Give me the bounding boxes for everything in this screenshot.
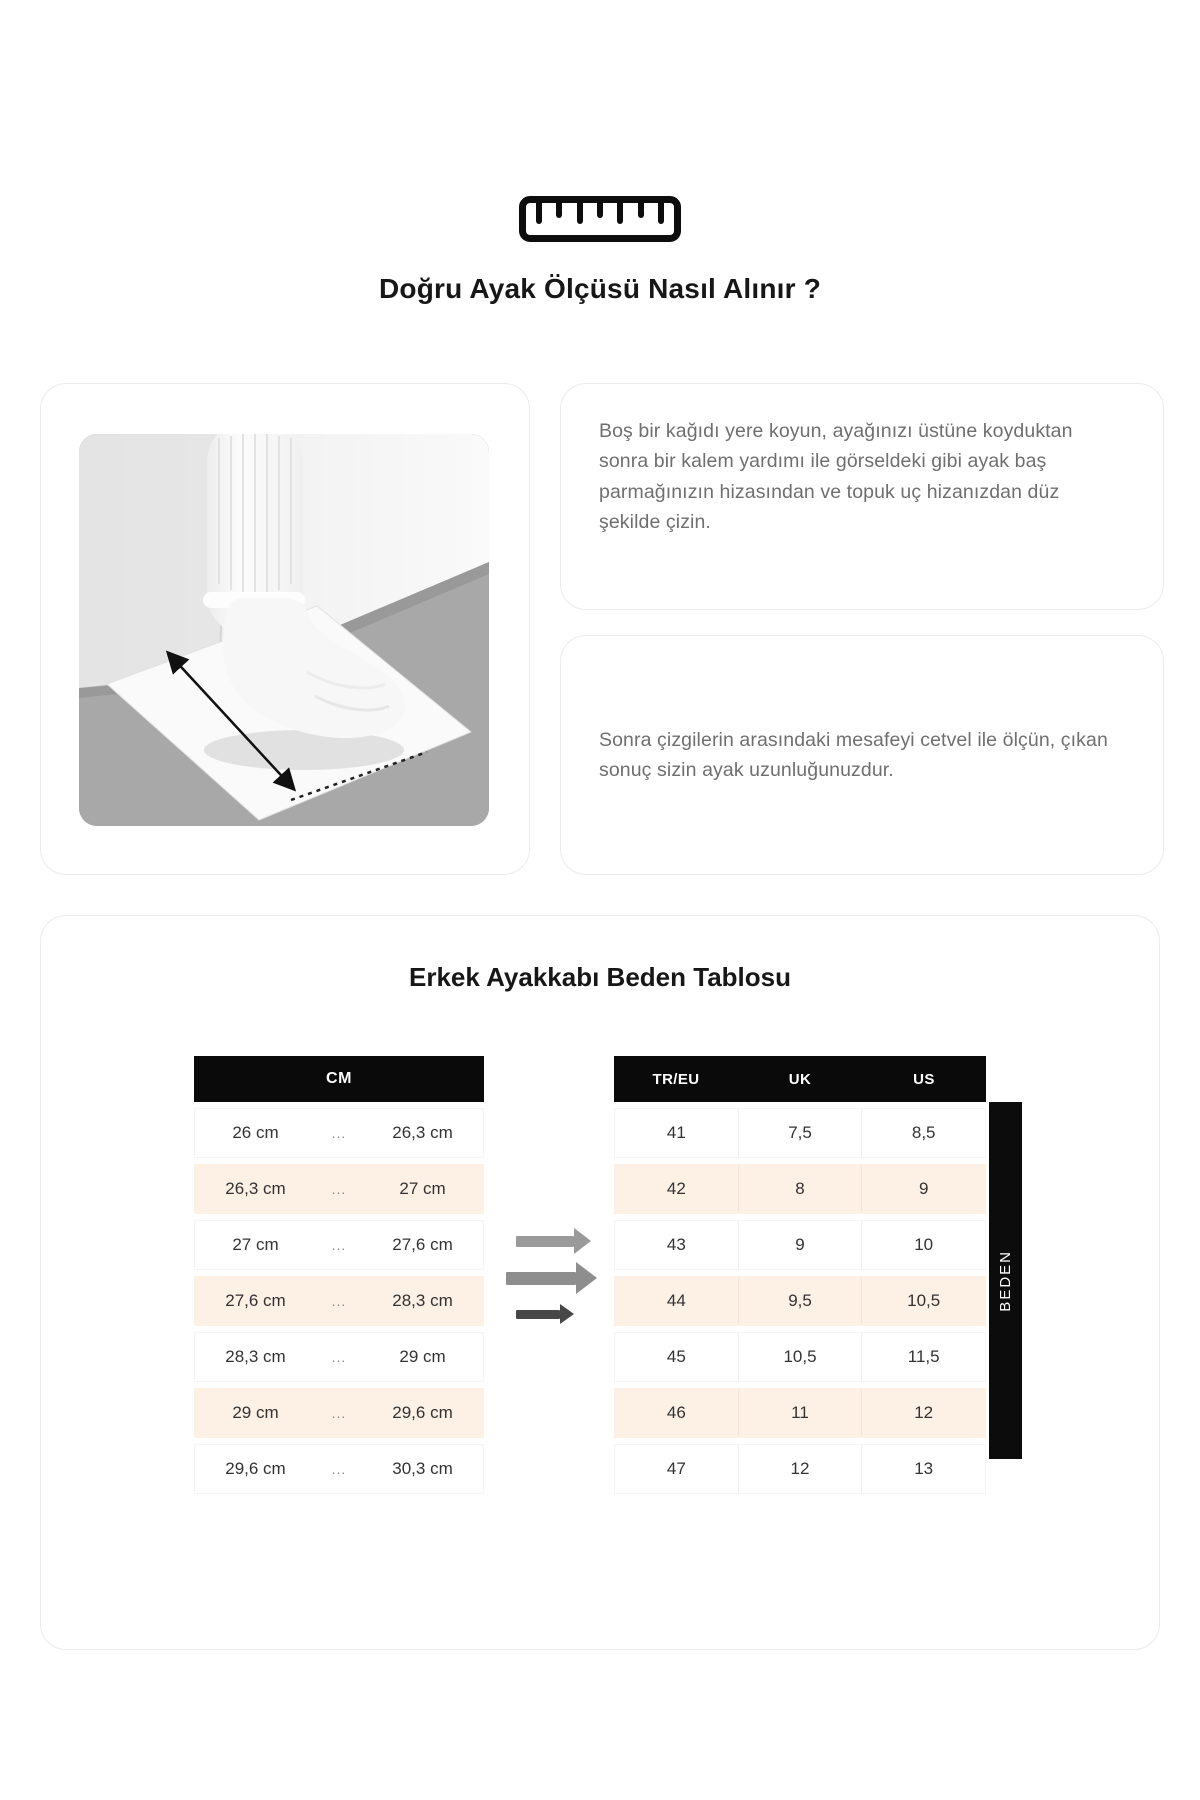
table-row (194, 1108, 484, 1158)
size-chart-card (40, 915, 1160, 1650)
table-row (194, 1332, 484, 1382)
table-cell: 27,6 cm (225, 1291, 286, 1310)
table-cell: 29 cm (232, 1403, 279, 1422)
table-cell: 8,5 (911, 1123, 936, 1142)
table-cell: 29,6 cm (225, 1459, 286, 1478)
table-cell: 12 (739, 1445, 863, 1493)
table-cell: 27 cm (232, 1235, 279, 1254)
size-table-body (614, 1108, 986, 1494)
size-table (614, 1056, 986, 1494)
ruler-icon-ticks (536, 203, 664, 224)
table-row (194, 1276, 484, 1326)
cm-table-body (194, 1108, 484, 1494)
table-cell: 29,6 cm (392, 1403, 453, 1422)
size-table-header (614, 1056, 986, 1102)
table-cell: 10,5 (907, 1291, 941, 1310)
table-cell: 26 cm (232, 1123, 279, 1142)
table-cell: 46 (615, 1389, 739, 1437)
table-cell: 28,3 cm (225, 1347, 286, 1366)
table-cell: 43 (615, 1221, 739, 1269)
table-cell: 8 (739, 1165, 863, 1213)
table-row (194, 1444, 484, 1494)
instruction-card-2 (560, 635, 1164, 875)
table-cell: 9 (739, 1221, 863, 1269)
table-cell: ... (331, 1461, 347, 1477)
size-chart-title: Erkek Ayakkabı Beden Tablosu (409, 962, 791, 992)
table-cell: 11,5 (907, 1347, 940, 1366)
instruction-step-2-text: Sonra çizgilerin arasındaki mesafeyi cetvel ile ölçün, çıkan sonuç sizin ayak uzunluğunuzdur. (599, 728, 1108, 781)
table-cell: 27 cm (399, 1179, 446, 1198)
table-cell: 10,5 (739, 1333, 863, 1381)
table-cell: 12 (914, 1403, 934, 1422)
table-row (614, 1388, 986, 1438)
table-row (614, 1220, 986, 1270)
column-header: UK (788, 1070, 812, 1088)
table-cell: 29 cm (399, 1347, 446, 1366)
table-cell: 10 (914, 1235, 934, 1254)
right-arrow-icon (516, 1228, 591, 1254)
table-row (194, 1220, 484, 1270)
measurement-section (40, 383, 1164, 875)
table-cell: 41 (615, 1109, 739, 1157)
ruler-icon (519, 196, 681, 242)
instruction-column (560, 383, 1164, 875)
right-arrow-icon (506, 1262, 597, 1294)
column-header-cm: CM (326, 1070, 352, 1087)
table-row (614, 1164, 986, 1214)
beden-side-label: BEDEN (997, 1249, 1014, 1312)
table-cell: 28,3 cm (392, 1291, 453, 1310)
right-arrow-icon (516, 1304, 574, 1324)
cm-table-header (194, 1056, 484, 1102)
table-row (614, 1444, 986, 1494)
table-cell: 26,3 cm (392, 1123, 453, 1142)
table-cell: 9 (918, 1179, 929, 1198)
table-cell: ... (331, 1125, 347, 1141)
column-header: TR/EU (652, 1070, 700, 1088)
page-header (0, 0, 1200, 305)
beden-side-bar (989, 1102, 1022, 1459)
table-row (614, 1108, 986, 1158)
table-cell: ... (331, 1181, 347, 1197)
table-cell: 30,3 cm (392, 1459, 453, 1478)
table-cell: 26,3 cm (225, 1179, 286, 1198)
foot-measurement-photo (79, 434, 489, 826)
page-title: Doğru Ayak Ölçüsü Nasıl Alınır ? (378, 273, 822, 304)
column-header: US (913, 1070, 935, 1088)
table-cell: 45 (615, 1333, 739, 1381)
table-cell: 7,5 (739, 1109, 863, 1157)
table-cell: 47 (615, 1445, 739, 1493)
table-cell: 27,6 cm (392, 1235, 453, 1254)
table-row (614, 1276, 986, 1326)
table-cell: ... (331, 1405, 347, 1421)
table-cell: ... (331, 1349, 347, 1365)
table-cell: 9,5 (739, 1277, 863, 1325)
table-row (194, 1388, 484, 1438)
instruction-card-1 (560, 383, 1164, 610)
table-cell: 44 (615, 1277, 739, 1325)
table-cell: 42 (615, 1165, 739, 1213)
foot-photo-card (40, 383, 530, 875)
table-row (614, 1332, 986, 1382)
table-cell: ... (331, 1237, 347, 1253)
table-row (194, 1164, 484, 1214)
cm-table (194, 1056, 484, 1494)
instruction-step-1-text: Boş bir kağıdı yere koyun, ayağınızı üstüne koyduktan sonra bir kalem yardımı ile görseldeki gibi ayak baş parmağınızın hizasından ve topuk uç hizanızdan düz şekilde çizin. (599, 420, 1073, 534)
table-cell: 13 (914, 1459, 934, 1478)
table-cell: 11 (739, 1389, 863, 1437)
table-cell: ... (331, 1293, 347, 1309)
